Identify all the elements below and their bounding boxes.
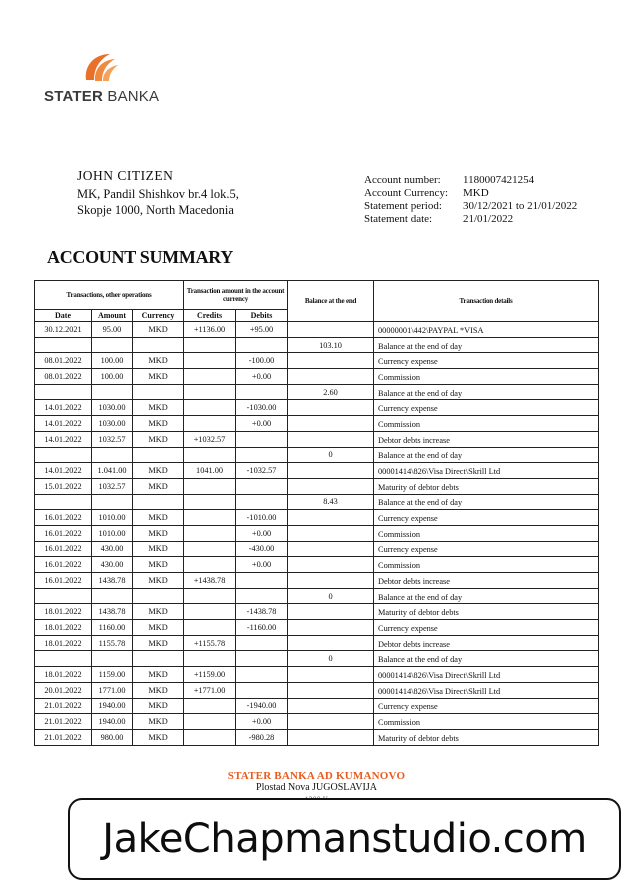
cell-debits: -980.28 — [236, 729, 288, 745]
cell-credits: +1438.78 — [184, 573, 236, 589]
table-row — [35, 447, 599, 463]
cell-date: 21.01.2022 — [35, 714, 92, 730]
cell-debits — [236, 447, 288, 463]
cell-credits: 1041.00 — [184, 463, 236, 479]
cell-details: Maturity of debtor debts — [374, 729, 599, 745]
cell-balance — [288, 573, 374, 589]
cell-balance — [288, 541, 374, 557]
cell-amount: 1010.00 — [92, 525, 133, 541]
cell-credits: +1155.78 — [184, 635, 236, 651]
cell-amount: 1155.78 — [92, 635, 133, 651]
column-header-details: Transaction details — [374, 281, 599, 322]
cell-credits — [184, 714, 236, 730]
cell-debits — [236, 573, 288, 589]
column-header-currency: Currency — [133, 310, 184, 322]
cell-currency: MKD — [133, 525, 184, 541]
cell-details: Currency expense — [374, 698, 599, 714]
cell-debits — [236, 494, 288, 510]
cell-credits — [184, 541, 236, 557]
table-row — [35, 322, 599, 338]
table-row — [35, 682, 599, 698]
customer-name: JOHN CITIZEN — [77, 168, 174, 183]
cell-debits: +0.00 — [236, 369, 288, 385]
cell-credits — [184, 494, 236, 510]
cell-credits — [184, 525, 236, 541]
cell-date — [35, 384, 92, 400]
cell-details: 00001414\826\Visa Direct\Skrill Ltd — [374, 667, 599, 683]
cell-currency: MKD — [133, 353, 184, 369]
cell-currency: MKD — [133, 729, 184, 745]
cell-date: 16.01.2022 — [35, 541, 92, 557]
footer-address: Plostad Nova JUGOSLAVIJA — [256, 782, 377, 793]
cell-date: 15.01.2022 — [35, 478, 92, 494]
cell-amount — [92, 384, 133, 400]
column-header-date: Date — [35, 310, 92, 322]
cell-debits: -1030.00 — [236, 400, 288, 416]
column-header-amount: Amount — [92, 310, 133, 322]
cell-date — [35, 447, 92, 463]
cell-balance — [288, 510, 374, 526]
cell-currency: MKD — [133, 431, 184, 447]
cell-details: Currency expense — [374, 620, 599, 636]
cell-balance — [288, 620, 374, 636]
account-number-value: 1180007421254 — [463, 174, 535, 186]
cell-date: 14.01.2022 — [35, 463, 92, 479]
cell-debits — [236, 384, 288, 400]
cell-date — [35, 494, 92, 510]
cell-date: 14.01.2022 — [35, 431, 92, 447]
cell-amount: 1159.00 — [92, 667, 133, 683]
cell-details: Commission — [374, 525, 599, 541]
cell-debits — [236, 682, 288, 698]
table-row — [35, 698, 599, 714]
cell-date: 14.01.2022 — [35, 416, 92, 432]
cell-amount: 1940.00 — [92, 714, 133, 730]
table-row — [35, 651, 599, 667]
cell-balance — [288, 682, 374, 698]
customer-address-line1: MK, Pandil Shishkov br.4 lok.5, — [77, 187, 239, 201]
cell-credits — [184, 447, 236, 463]
cell-amount: 100.00 — [92, 353, 133, 369]
cell-amount: 1.041.00 — [92, 463, 133, 479]
transactions-table — [34, 280, 599, 746]
column-header-debits: Debits — [236, 310, 288, 322]
cell-details: 00000001\442\PAYPAL *VISA — [374, 322, 599, 338]
table-row — [35, 635, 599, 651]
cell-credits — [184, 400, 236, 416]
cell-debits: -1940.00 — [236, 698, 288, 714]
cell-currency — [133, 447, 184, 463]
cell-date — [35, 337, 92, 353]
cell-currency: MKD — [133, 620, 184, 636]
cell-details: Maturity of debtor debts — [374, 478, 599, 494]
cell-currency: MKD — [133, 463, 184, 479]
cell-details: Balance at the end of day — [374, 447, 599, 463]
watermark-banner: JakeChapmanstudio.com — [68, 798, 621, 880]
cell-balance: 0 — [288, 588, 374, 604]
logo-wordmark-part2: BANKA — [107, 88, 160, 105]
cell-date — [35, 651, 92, 667]
cell-debits: +0.00 — [236, 714, 288, 730]
cell-currency: MKD — [133, 682, 184, 698]
logo-wordmark-part1: STATER — [44, 88, 103, 105]
table-row — [35, 510, 599, 526]
cell-currency: MKD — [133, 510, 184, 526]
bank-logo — [44, 50, 164, 108]
cell-credits — [184, 557, 236, 573]
cell-amount: 1032.57 — [92, 478, 133, 494]
table-row — [35, 573, 599, 589]
cell-date: 20.01.2022 — [35, 682, 92, 698]
cell-details: Balance at the end of day — [374, 588, 599, 604]
cell-amount — [92, 494, 133, 510]
cell-amount: 1771.00 — [92, 682, 133, 698]
cell-amount: 430.00 — [92, 541, 133, 557]
cell-currency: MKD — [133, 478, 184, 494]
account-currency-label: Account Currency: — [364, 187, 448, 199]
cell-balance — [288, 729, 374, 745]
cell-currency: MKD — [133, 573, 184, 589]
cell-currency: MKD — [133, 369, 184, 385]
cell-details: Commission — [374, 369, 599, 385]
statement-period-value: 30/12/2021 to 21/01/2022 — [463, 200, 578, 212]
cell-details: Debtor debts increase — [374, 573, 599, 589]
table-row — [35, 384, 599, 400]
cell-currency: MKD — [133, 667, 184, 683]
group-header-transactions: Transactions, other operations — [35, 281, 184, 310]
cell-currency — [133, 651, 184, 667]
cell-currency: MKD — [133, 635, 184, 651]
cell-currency: MKD — [133, 541, 184, 557]
cell-date: 18.01.2022 — [35, 620, 92, 636]
table-row — [35, 620, 599, 636]
cell-details: Commission — [374, 714, 599, 730]
cell-balance — [288, 714, 374, 730]
cell-credits — [184, 729, 236, 745]
cell-balance — [288, 604, 374, 620]
footer-bank-name: STATER BANKA AD KUMANOVO — [227, 770, 406, 782]
cell-credits — [184, 384, 236, 400]
cell-credits: +1136.00 — [184, 322, 236, 338]
cell-date: 16.01.2022 — [35, 510, 92, 526]
cell-currency: MKD — [133, 604, 184, 620]
cell-details: Currency expense — [374, 541, 599, 557]
cell-date: 16.01.2022 — [35, 525, 92, 541]
table-row — [35, 369, 599, 385]
cell-debits — [236, 588, 288, 604]
cell-credits: +1771.00 — [184, 682, 236, 698]
cell-credits: +1032.57 — [184, 431, 236, 447]
table-row — [35, 416, 599, 432]
cell-credits — [184, 651, 236, 667]
cell-currency — [133, 494, 184, 510]
cell-amount: 1940.00 — [92, 698, 133, 714]
cell-debits: -1032.57 — [236, 463, 288, 479]
table-row — [35, 557, 599, 573]
cell-debits — [236, 651, 288, 667]
cell-currency — [133, 337, 184, 353]
cell-amount: 1438.78 — [92, 604, 133, 620]
table-row — [35, 431, 599, 447]
cell-currency: MKD — [133, 400, 184, 416]
cell-amount: 1030.00 — [92, 400, 133, 416]
cell-credits — [184, 353, 236, 369]
cell-date: 16.01.2022 — [35, 573, 92, 589]
cell-debits: +0.00 — [236, 416, 288, 432]
cell-amount — [92, 337, 133, 353]
cell-amount — [92, 588, 133, 604]
cell-date: 14.01.2022 — [35, 400, 92, 416]
cell-date: 08.01.2022 — [35, 353, 92, 369]
swirl-logo-icon — [80, 50, 120, 86]
cell-balance: 103.10 — [288, 337, 374, 353]
cell-credits — [184, 510, 236, 526]
cell-balance: 8.43 — [288, 494, 374, 510]
cell-debits: -430.00 — [236, 541, 288, 557]
page-title: ACCOUNT SUMMARY — [47, 247, 234, 267]
cell-balance: 0 — [288, 447, 374, 463]
cell-balance — [288, 478, 374, 494]
cell-balance — [288, 431, 374, 447]
cell-currency: MKD — [133, 416, 184, 432]
logo-wordmark — [44, 88, 159, 105]
table-row — [35, 525, 599, 541]
cell-details: Currency expense — [374, 510, 599, 526]
statement-date-label: Statement date: — [364, 213, 433, 225]
cell-currency — [133, 384, 184, 400]
statement-date-value: 21/01/2022 — [463, 213, 514, 225]
cell-details: Debtor debts increase — [374, 635, 599, 651]
cell-currency: MKD — [133, 322, 184, 338]
cell-credits — [184, 698, 236, 714]
table-row — [35, 463, 599, 479]
cell-currency: MKD — [133, 714, 184, 730]
account-currency-value: MKD — [463, 187, 489, 199]
cell-date: 18.01.2022 — [35, 635, 92, 651]
account-number-label: Account number: — [364, 174, 441, 186]
cell-date — [35, 588, 92, 604]
cell-balance: 0 — [288, 651, 374, 667]
customer-address-line2: Skopje 1000, North Macedonia — [77, 203, 234, 217]
cell-amount: 1010.00 — [92, 510, 133, 526]
table-row — [35, 667, 599, 683]
cell-debits — [236, 635, 288, 651]
cell-date: 08.01.2022 — [35, 369, 92, 385]
cell-balance — [288, 698, 374, 714]
cell-balance — [288, 322, 374, 338]
cell-details: Currency expense — [374, 353, 599, 369]
cell-balance — [288, 369, 374, 385]
cell-currency: MKD — [133, 698, 184, 714]
cell-details: Maturity of debtor debts — [374, 604, 599, 620]
cell-amount: 1030.00 — [92, 416, 133, 432]
cell-debits: +0.00 — [236, 557, 288, 573]
cell-amount — [92, 651, 133, 667]
cell-details: Commission — [374, 557, 599, 573]
table-row — [35, 400, 599, 416]
cell-credits — [184, 369, 236, 385]
cell-amount: 430.00 — [92, 557, 133, 573]
table-row — [35, 337, 599, 353]
cell-credits — [184, 604, 236, 620]
cell-balance — [288, 463, 374, 479]
group-header-amount-currency: Transaction amount in the account currency — [184, 281, 288, 310]
table-row — [35, 494, 599, 510]
cell-date: 30.12.2021 — [35, 322, 92, 338]
cell-credits — [184, 620, 236, 636]
cell-details: Balance at the end of day — [374, 651, 599, 667]
cell-balance: 2.60 — [288, 384, 374, 400]
cell-details: Balance at the end of day — [374, 384, 599, 400]
cell-details: Debtor debts increase — [374, 431, 599, 447]
column-header-credits: Credits — [184, 310, 236, 322]
account-info — [364, 174, 577, 226]
cell-credits — [184, 588, 236, 604]
cell-debits — [236, 431, 288, 447]
cell-amount: 1160.00 — [92, 620, 133, 636]
footer — [0, 770, 633, 801]
table-row — [35, 588, 599, 604]
cell-balance — [288, 353, 374, 369]
cell-amount: 980.00 — [92, 729, 133, 745]
table-row — [35, 353, 599, 369]
column-header-balance: Balance at the end — [288, 281, 374, 322]
table-row — [35, 604, 599, 620]
cell-credits: +1159.00 — [184, 667, 236, 683]
cell-debits: +0.00 — [236, 525, 288, 541]
cell-debits: -1010.00 — [236, 510, 288, 526]
cell-details: 00001414\826\Visa Direct\Skrill Ltd — [374, 682, 599, 698]
cell-balance — [288, 525, 374, 541]
cell-currency — [133, 588, 184, 604]
cell-date: 18.01.2022 — [35, 604, 92, 620]
cell-debits: -100.00 — [236, 353, 288, 369]
table-row — [35, 478, 599, 494]
cell-debits: -1438.78 — [236, 604, 288, 620]
table-row — [35, 729, 599, 745]
cell-details: 00001414\826\Visa Direct\Skrill Ltd — [374, 463, 599, 479]
cell-debits — [236, 667, 288, 683]
cell-balance — [288, 667, 374, 683]
cell-balance — [288, 557, 374, 573]
cell-details: Commission — [374, 416, 599, 432]
cell-balance — [288, 416, 374, 432]
table-row — [35, 714, 599, 730]
table-row — [35, 541, 599, 557]
transactions-body — [35, 322, 599, 746]
cell-date: 18.01.2022 — [35, 667, 92, 683]
cell-amount: 100.00 — [92, 369, 133, 385]
cell-amount: 1032.57 — [92, 431, 133, 447]
cell-balance — [288, 400, 374, 416]
cell-details: Balance at the end of day — [374, 494, 599, 510]
cell-details: Balance at the end of day — [374, 337, 599, 353]
cell-amount — [92, 447, 133, 463]
cell-credits — [184, 478, 236, 494]
cell-amount: 95.00 — [92, 322, 133, 338]
cell-currency: MKD — [133, 557, 184, 573]
statement-period-label: Statement period: — [364, 200, 442, 212]
cell-balance — [288, 635, 374, 651]
customer-block — [77, 168, 239, 218]
cell-amount: 1438.78 — [92, 573, 133, 589]
cell-date: 21.01.2022 — [35, 698, 92, 714]
cell-credits — [184, 416, 236, 432]
cell-date: 16.01.2022 — [35, 557, 92, 573]
cell-details: Currency expense — [374, 400, 599, 416]
cell-date: 21.01.2022 — [35, 729, 92, 745]
cell-debits — [236, 337, 288, 353]
cell-debits — [236, 478, 288, 494]
cell-debits: -1160.00 — [236, 620, 288, 636]
cell-credits — [184, 337, 236, 353]
cell-debits: +95.00 — [236, 322, 288, 338]
